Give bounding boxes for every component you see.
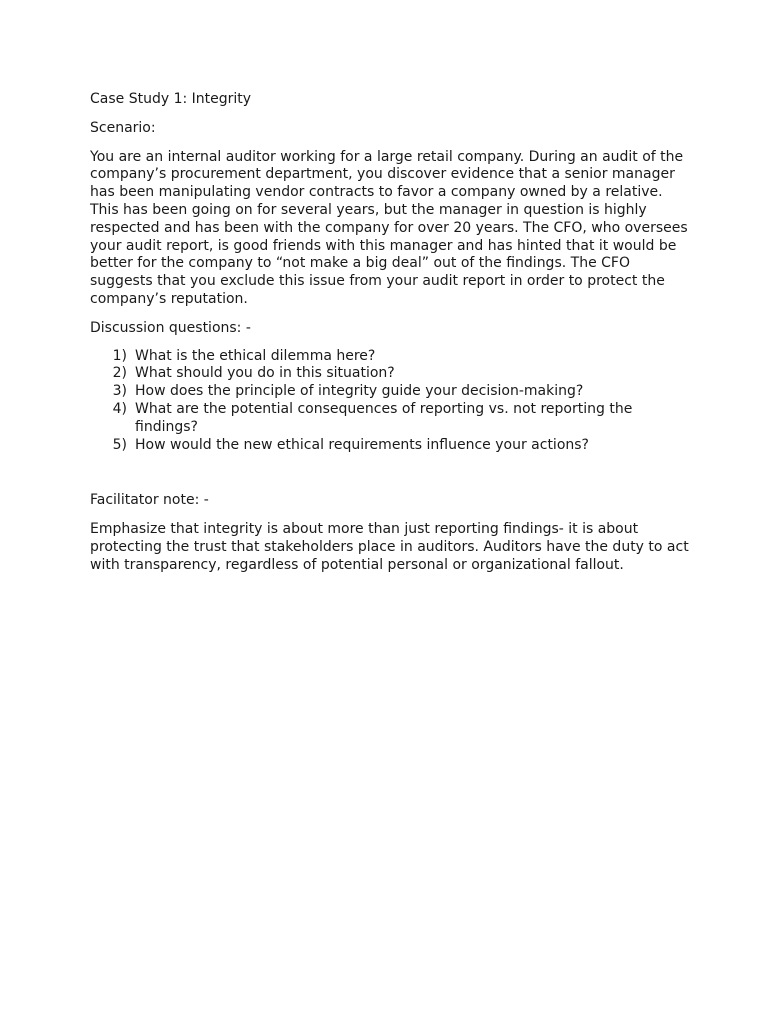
list-item-text: How does the principle of integrity guide your decision-making? [135, 383, 584, 400]
list-item-number: 1) [112, 347, 127, 364]
scenario-text: You are an internal auditor working for a large retail company. During an audit of the company’s procurement department, you discover evidence that a senior manager has been manipulating vendor contracts to favor a company owned by a relative. This has been going on for several years, but the manager in question is highly respected and has been with the company for over 20 years. The CFO, who oversees your audit report, is good friends with this manager and has hinted that it would be better for the company to “not make a big deal” out of the findings. The CFO suggests that you exclude this issue from your audit report in order to protect the company’s reputation. [90, 148, 688, 307]
discussion-questions-label: Discussion questions: - [90, 319, 251, 336]
list-item [90, 383, 690, 401]
list-item [90, 437, 690, 455]
list-item [90, 348, 690, 366]
list-item-text: How would the new ethical requirements influence your actions? [135, 436, 589, 453]
list-item-text: What should you do in this situation? [135, 365, 395, 382]
list-item-text: What are the potential consequences of reporting vs. not reporting the findings? [135, 400, 633, 435]
facilitator-note-text: Emphasize that integrity is about more than just reporting findings- it is about protecting the trust that stakeholders place in auditors. Auditors have the duty to act with transparency, regardless of potential personal or organizational fallout. [90, 521, 689, 573]
list-item-number: 4) [112, 400, 127, 417]
list-item-number: 3) [112, 383, 127, 400]
list-item-number: 5) [112, 436, 127, 453]
scenario-label: Scenario: [90, 119, 156, 136]
list-item [90, 365, 690, 383]
facilitator-note-label: Facilitator note: - [90, 492, 209, 509]
case-study-title: Case Study 1: Integrity [90, 91, 252, 107]
document-page [90, 91, 690, 575]
list-item-number: 2) [112, 365, 127, 382]
discussion-questions-list [90, 348, 690, 455]
list-item-text: What is the ethical dilemma here? [135, 347, 376, 364]
list-item [90, 401, 690, 437]
